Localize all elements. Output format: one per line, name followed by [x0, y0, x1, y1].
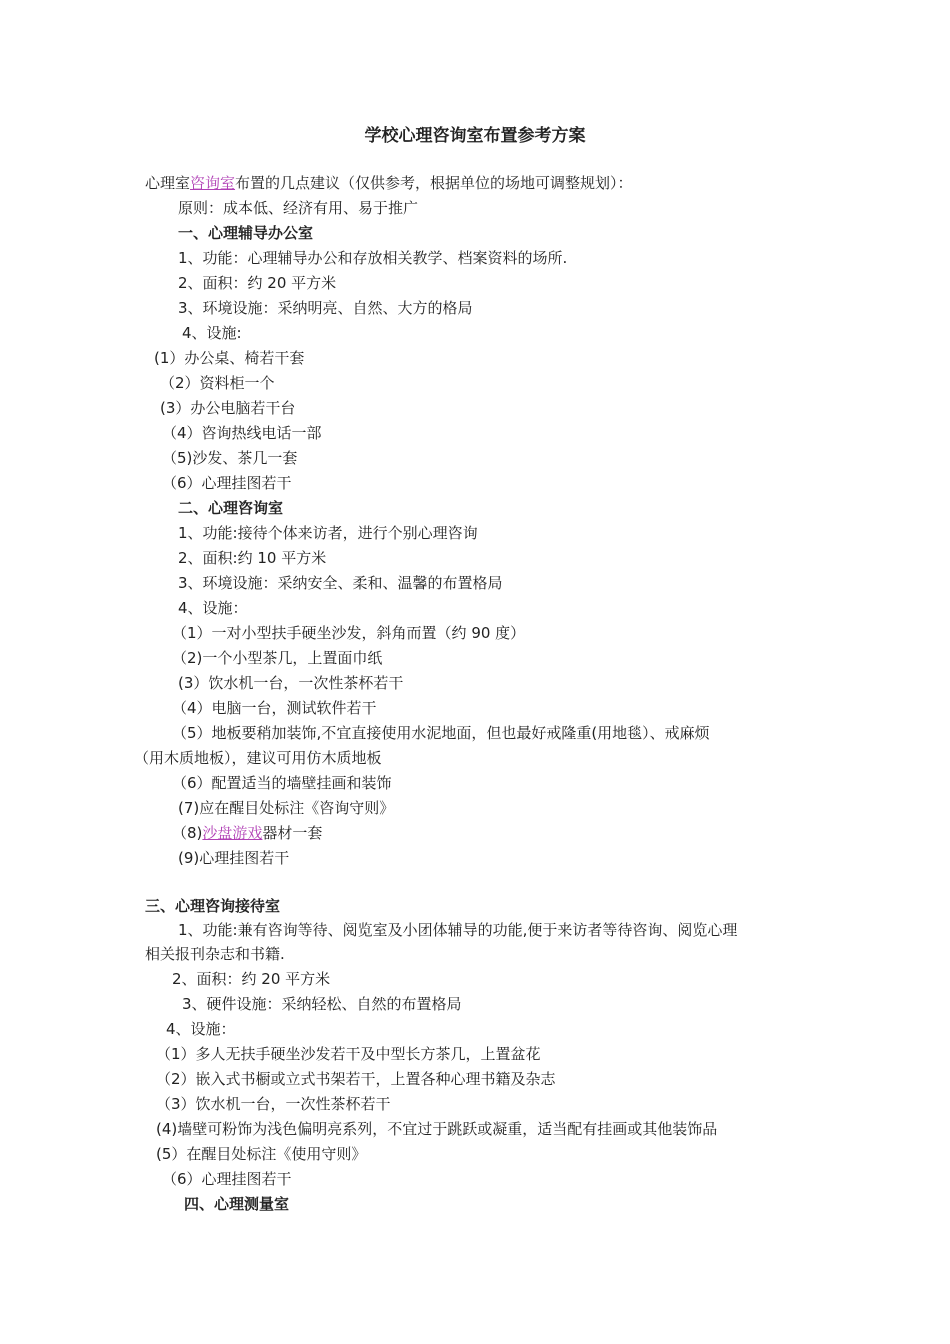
section2-facilities: 4、设施： — [178, 599, 248, 617]
section3-hardware: 3、硬件设施：采纳轻松、自然的布置格局 — [182, 995, 462, 1013]
section3-item-6: （6）心理挂图若干 — [162, 1170, 292, 1188]
section3-area: 2、面积：约 20 平方米 — [172, 970, 331, 988]
section2-item-8-suffix: 器材一套 — [262, 824, 323, 842]
section3-item-4: (4)墙壁可粉饰为浅色偏明亮系列，不宜过于跳跃或凝重，适当配有挂画或其他装饰品 — [156, 1120, 718, 1138]
section3-item-2: （2）嵌入式书橱或立式书架若干，上置各种心理书籍及杂志 — [156, 1070, 556, 1088]
section2-item-9: (9)心理挂图若干 — [178, 849, 290, 867]
section2-environment: 3、环境设施：采纳安全、柔和、温馨的布置格局 — [178, 574, 503, 592]
section3-facilities: 4、设施： — [166, 1020, 236, 1038]
section1-area: 2、面积：约 20 平方米 — [178, 274, 337, 292]
section1-function: 1、功能：心理辅导办公和存放相关教学、档案资料的场所. — [178, 249, 568, 267]
section1-item-2: （2）资料柜一个 — [160, 374, 275, 392]
section3-item-1: （1）多人无扶手硬坐沙发若干及中型长方茶几，上置盆花 — [156, 1045, 541, 1063]
section2-item-8-prefix: （8) — [172, 824, 203, 842]
principle-line: 原则：成本低、经济有用、易于推广 — [178, 199, 419, 217]
intro-suffix: 布置的几点建议（仅供参考，根据单位的场地可调整规划）： — [235, 174, 633, 192]
section2-item-4: （4）电脑一台，测试软件若干 — [172, 699, 377, 717]
section2-item-5: （5）地板要稍加装饰,不宜直接使用水泥地面，但也最好戒隆重(用地毯）、戒麻烦 — [172, 724, 710, 742]
section2-function: 1、功能:接待个体来访者，进行个别心理咨询 — [178, 524, 478, 542]
section1-item-4: （4）咨询热线电话一部 — [162, 424, 322, 442]
section2-item-8 — [172, 822, 322, 844]
section1-item-3: (3）办公电脑若干台 — [160, 399, 296, 417]
section1-item-1: (1）办公桌、椅若干套 — [154, 349, 305, 367]
section3-function: 1、功能:兼有咨询等待、阅览室及小团体辅导的功能,便于来访者等待咨询、阅览心理 — [178, 921, 738, 939]
section3-item-5: (5）在醒目处标注《使用守则》 — [156, 1145, 367, 1163]
section2-item-3: (3）饮水机一台，一次性茶杯若干 — [178, 674, 404, 692]
section2-item-6: （6）配置适当的墙壁挂画和装饰 — [172, 774, 392, 792]
section3-function-cont: 相关报刊杂志和书籍. — [145, 945, 285, 963]
section2-item-7: (7)应在醒目处标注《咨询守则》 — [178, 799, 395, 817]
section1-facilities: 4、设施: — [182, 324, 242, 342]
sandplay-link[interactable]: 沙盘游戏 — [202, 824, 263, 842]
document-title: 学校心理咨询室布置参考方案 — [364, 126, 586, 146]
section1-heading: 一、心理辅导办公室 — [178, 224, 314, 242]
section2-heading: 二、心理咨询室 — [178, 499, 284, 517]
section2-area: 2、面积:约 10 平方米 — [178, 549, 327, 567]
consulting-room-link[interactable]: 咨询室 — [190, 174, 236, 192]
section2-item-2: （2)一个小型茶几，上置面巾纸 — [172, 649, 383, 667]
intro-prefix: 心理室 — [145, 174, 191, 192]
section2-item-1: （1）一对小型扶手硬坐沙发，斜角而置（约 90 度） — [172, 624, 526, 642]
section1-item-5: （5)沙发、茶几一套 — [162, 449, 298, 467]
intro-line — [145, 172, 633, 194]
section4-heading: 四、心理测量室 — [184, 1195, 290, 1213]
section1-environment: 3、环境设施：采纳明亮、自然、大方的格局 — [178, 299, 473, 317]
section2-item-5-cont: （用木质地板），建议可用仿木质地板 — [134, 749, 382, 767]
section3-item-3: （3）饮水机一台，一次性茶杯若干 — [156, 1095, 391, 1113]
section1-item-6: （6）心理挂图若干 — [162, 474, 292, 492]
section3-heading: 三、心理咨询接待室 — [145, 897, 281, 915]
